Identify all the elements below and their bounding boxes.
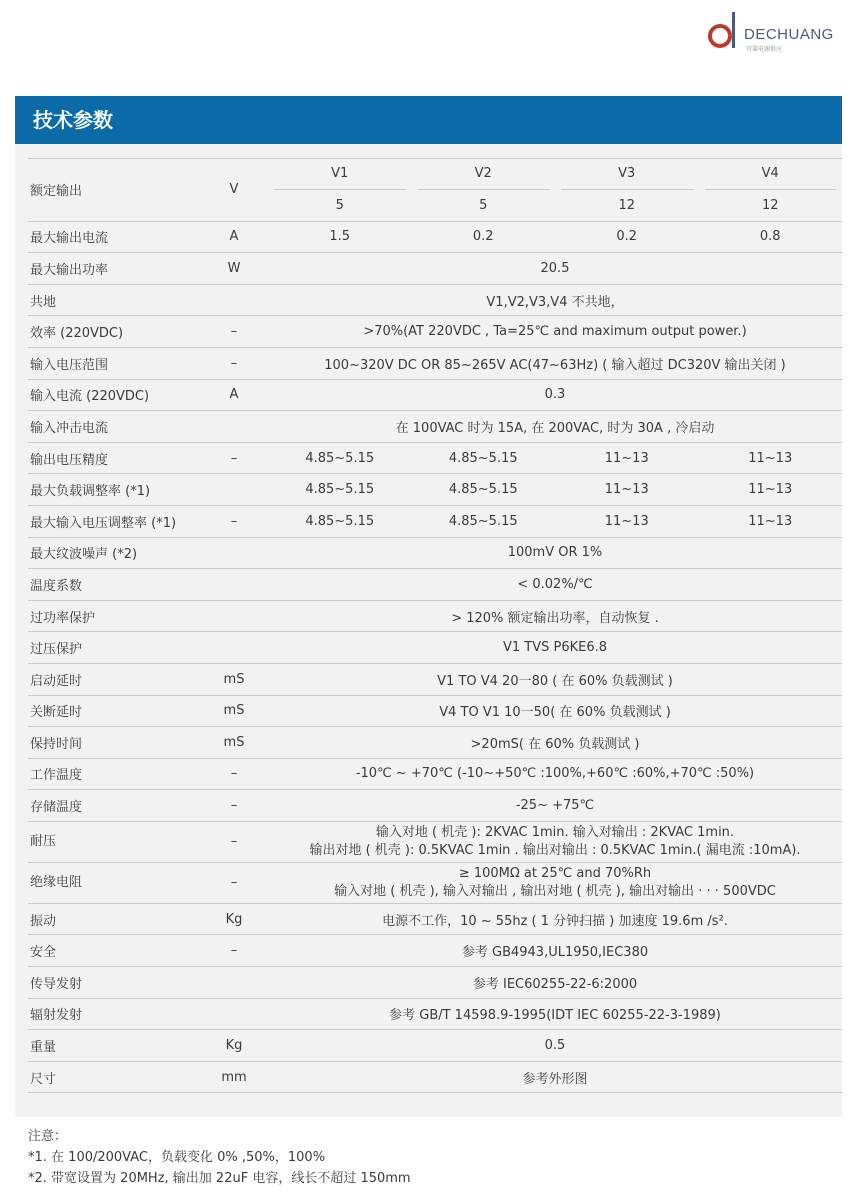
- row-label: 传导发射: [28, 967, 200, 999]
- row-unit: [200, 569, 268, 601]
- row-label: 振动: [28, 903, 200, 935]
- channel-value: 12: [555, 190, 699, 221]
- row-value-line: 输出对地 ( 机壳 ): 0.5KVAC 1min . 输出对输出 : 0.5KVAC 1min.( 漏电流 :10mA).: [309, 842, 801, 858]
- row-value-line: 输入对地 ( 机壳 ): 2KVAC 1min. 输入对输出 : 2KVAC 1min.: [375, 824, 735, 840]
- row-label: 输入电流 (220VDC): [28, 379, 200, 411]
- row-unit: –: [200, 505, 268, 537]
- row-label: 输入冲击电流: [28, 411, 200, 443]
- table-row: [28, 159, 842, 191]
- row-label: 输入电压范围: [28, 347, 200, 379]
- table-row: [28, 411, 842, 443]
- row-label: 辐射发射: [28, 998, 200, 1030]
- row-unit: mS: [200, 727, 268, 759]
- row-label: 关断延时: [28, 695, 200, 727]
- row-label: 共地: [28, 284, 200, 316]
- note-line: *2. 带宽设置为 20MHz, 输出加 22uF 电容，线长不超过 150mm: [28, 1171, 411, 1186]
- table-row: [28, 253, 842, 285]
- table-row: [28, 821, 842, 862]
- table-row: [28, 632, 842, 664]
- table-row: [28, 758, 842, 790]
- row-value: < 0.02%/℃: [268, 569, 842, 601]
- row-label: 输出电压精度: [28, 442, 200, 474]
- row-unit: V: [200, 159, 268, 222]
- table-row: [28, 935, 842, 967]
- row-value: 0.3: [268, 379, 842, 411]
- row-label: 绝缘电阻: [28, 862, 200, 903]
- row-value: V4 TO V1 10一50( 在 60% 负载测试 ): [268, 695, 842, 727]
- row-unit: [200, 998, 268, 1030]
- channel-header: V4: [705, 159, 837, 190]
- row-value: 在 100VAC 时为 15A, 在 200VAC, 时为 30A , 冷启动: [268, 411, 842, 443]
- row-value: 100mV OR 1%: [268, 537, 842, 569]
- cell-value: 0.2: [412, 221, 556, 253]
- brand-name: DECHUANG: [744, 26, 834, 43]
- row-unit: [200, 411, 268, 443]
- row-value: V1 TO V4 20一80 ( 在 60% 负载测试 ): [268, 663, 842, 695]
- row-value: 100~320V DC OR 85~265V AC(47~63Hz) ( 输入超过 DC320V 输出关闭 ): [268, 347, 842, 379]
- cell-value: 4.85~5.15: [412, 474, 556, 506]
- table-row: [28, 474, 842, 506]
- table-row: [28, 1061, 842, 1093]
- cell-value: 4.85~5.15: [412, 442, 556, 474]
- row-unit: W: [200, 253, 268, 285]
- row-value: > 120% 额定输出功率，自动恢复 .: [268, 600, 842, 632]
- row-value-line: ≥ 100MΩ at 25℃ and 70%Rh: [458, 865, 652, 881]
- row-unit: [200, 474, 268, 506]
- row-unit: A: [200, 221, 268, 253]
- row-label: 额定输出: [28, 159, 200, 222]
- notes-title: 注意：: [28, 1129, 68, 1144]
- table-row: [28, 1030, 842, 1062]
- row-unit: [200, 284, 268, 316]
- row-label: 尺寸: [28, 1061, 200, 1093]
- table-row: [28, 379, 842, 411]
- row-value: >70%(AT 220VDC , Ta=25℃ and maximum output power.): [268, 316, 842, 348]
- row-value: 参考 GB4943,UL1950,IEC380: [268, 935, 842, 967]
- row-unit: mm: [200, 1061, 268, 1093]
- row-label: 过压保护: [28, 632, 200, 664]
- cell-value: 0.8: [699, 221, 843, 253]
- brand-tagline: 可靠电源供应: [746, 46, 783, 53]
- row-value: 参考 GB/T 14598.9-1995(IDT IEC 60255-22-3-1989): [268, 998, 842, 1030]
- row-value-line: 输入对地 ( 机壳 ), 输入对输出 , 输出对地 ( 机壳 ), 输出对输出 · · · 500VDC: [334, 883, 776, 899]
- cell-value: 11~13: [699, 505, 843, 537]
- row-unit: –: [200, 758, 268, 790]
- row-label: 最大输入电压调整率 (*1): [28, 505, 200, 537]
- channel-header: V3: [561, 159, 693, 190]
- note-line: *1. 在 100/200VAC，负载变化 0% ,50%，100%: [28, 1150, 326, 1165]
- row-unit: –: [200, 862, 268, 903]
- cell-value: 4.85~5.15: [268, 505, 412, 537]
- row-unit: –: [200, 442, 268, 474]
- table-row: [28, 600, 842, 632]
- row-label: 安全: [28, 935, 200, 967]
- row-label: 存储温度: [28, 790, 200, 822]
- row-unit: –: [200, 347, 268, 379]
- row-value: >20mS( 在 60% 负载测试 ): [268, 727, 842, 759]
- row-unit: Kg: [200, 1030, 268, 1062]
- table-row: [28, 967, 842, 999]
- row-unit: [200, 632, 268, 664]
- row-value: 参考 IEC60255-22-6:2000: [268, 967, 842, 999]
- row-unit: –: [200, 790, 268, 822]
- cell-value: 11~13: [555, 474, 699, 506]
- row-label: 最大纹波噪声 (*2): [28, 537, 200, 569]
- table-row: [28, 316, 842, 348]
- row-label: 重量: [28, 1030, 200, 1062]
- row-unit: mS: [200, 663, 268, 695]
- table-row: [28, 790, 842, 822]
- table-row: [28, 505, 842, 537]
- channel-value: 5: [412, 190, 556, 221]
- channel-header: V1: [274, 159, 406, 190]
- table-row: [28, 727, 842, 759]
- row-unit: [200, 537, 268, 569]
- table-row: [28, 663, 842, 695]
- row-label: 温度系数: [28, 569, 200, 601]
- row-label: 保持时间: [28, 727, 200, 759]
- cell-value: 11~13: [555, 442, 699, 474]
- table-row: [28, 862, 842, 903]
- row-label: 工作温度: [28, 758, 200, 790]
- cell-value: 0.2: [555, 221, 699, 253]
- cell-value: 1.5: [268, 221, 412, 253]
- row-value: 参考外形图: [268, 1061, 842, 1093]
- table-row: [28, 347, 842, 379]
- row-unit: mS: [200, 695, 268, 727]
- notes: [28, 1126, 411, 1189]
- row-value: 电源不工作，10 ~ 55hz ( 1 分钟扫描 ) 加速度 19.6m /s².: [268, 903, 842, 935]
- table-row: [28, 569, 842, 601]
- cell-value: 4.85~5.15: [268, 474, 412, 506]
- cell-value: 11~13: [699, 474, 843, 506]
- table-row: [28, 221, 842, 253]
- section-title: 技术参数: [15, 96, 842, 144]
- row-label: 最大输出功率: [28, 253, 200, 285]
- row-unit: –: [200, 821, 268, 862]
- row-value: -25~ +75℃: [268, 790, 842, 822]
- row-unit: –: [200, 316, 268, 348]
- cell-value: 4.85~5.15: [268, 442, 412, 474]
- row-label: 过功率保护: [28, 600, 200, 632]
- row-label: 效率 (220VDC): [28, 316, 200, 348]
- row-unit: –: [200, 935, 268, 967]
- cell-value: 11~13: [699, 442, 843, 474]
- row-value: V1,V2,V3,V4 不共地，: [268, 284, 842, 316]
- row-label: 耐压: [28, 821, 200, 862]
- table-row: [28, 284, 842, 316]
- row-value: -10℃ ~ +70℃ (-10~+50℃ :100%,+60℃ :60%,+70℃ :50%): [268, 758, 842, 790]
- row-unit: [200, 600, 268, 632]
- channel-value: 5: [268, 190, 412, 221]
- row-unit: Kg: [200, 903, 268, 935]
- brand-logo-icon: [706, 8, 746, 58]
- row-unit: [200, 967, 268, 999]
- cell-value: 11~13: [555, 505, 699, 537]
- row-value: V1 TVS P6KE6.8: [268, 632, 842, 664]
- row-label: 最大输出电流: [28, 221, 200, 253]
- row-value: 20.5: [268, 253, 842, 285]
- row-label: 最大负载调整率 (*1): [28, 474, 200, 506]
- table-row: [28, 998, 842, 1030]
- cell-value: 4.85~5.15: [412, 505, 556, 537]
- spec-table: [28, 158, 842, 1093]
- table-row: [28, 903, 842, 935]
- row-value: [268, 862, 842, 903]
- row-label: 启动延时: [28, 663, 200, 695]
- channel-header: V2: [418, 159, 550, 190]
- table-row: [28, 695, 842, 727]
- row-value: [268, 821, 842, 862]
- channel-value: 12: [699, 190, 843, 221]
- table-row: [28, 537, 842, 569]
- table-row: [28, 442, 842, 474]
- row-value: 0.5: [268, 1030, 842, 1062]
- row-unit: A: [200, 379, 268, 411]
